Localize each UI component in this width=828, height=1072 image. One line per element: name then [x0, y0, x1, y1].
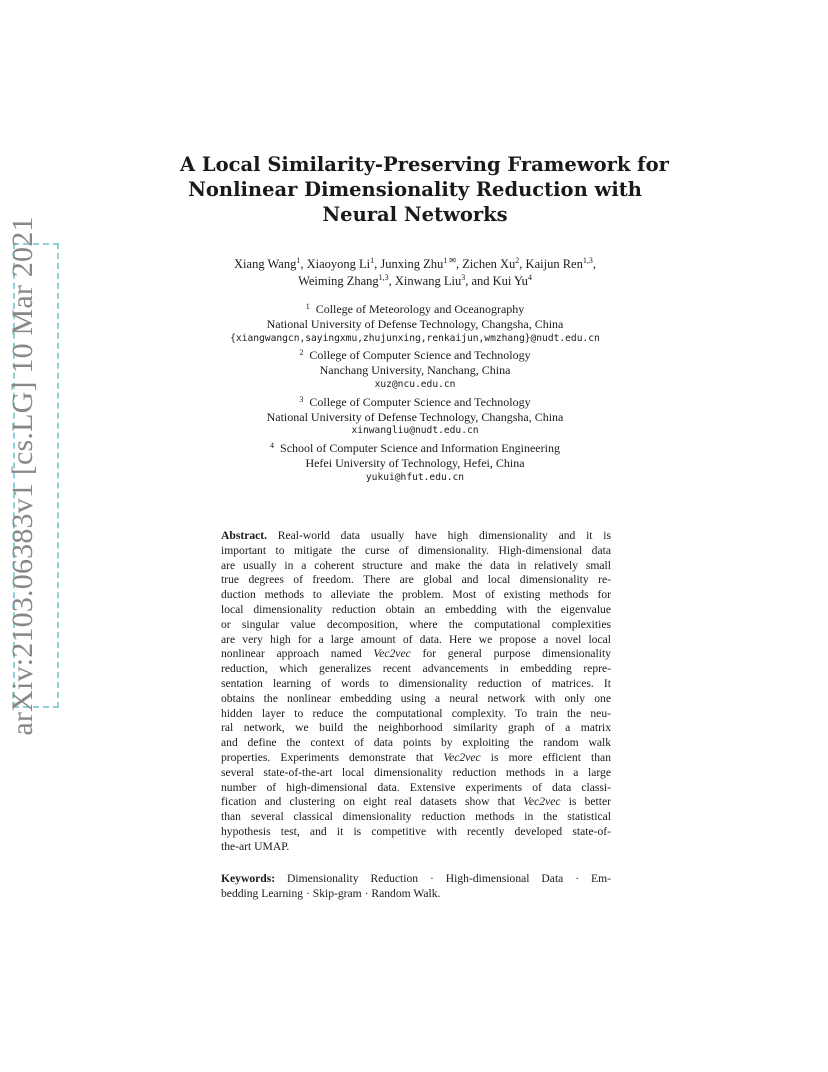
affiliation-number: 1 [305, 302, 310, 311]
arxiv-stamp: arXiv:2103.06383v1 [cs.LG] 10 Mar 2021 [6, 216, 39, 736]
title-line: A Local Similarity-Preserving Framework for [180, 153, 669, 176]
method-name: Vec2vec [523, 795, 561, 809]
abstract-line: hypothesis test, and it is competitive with recently developed state-of- [221, 824, 611, 838]
author-name: Weiming Zhang [298, 274, 379, 288]
author-name: , Zichen Xu [455, 257, 516, 271]
author-list [170, 256, 660, 290]
abstract-line: local dimensionality reduction obtain an embedding with the eigenvalue [221, 602, 611, 616]
author-name: , and Kui Yu [465, 274, 528, 288]
author-affiliation-mark: 1 ✉ [443, 256, 456, 265]
abstract-line: are very high for a large amount of data. Here we propose a novel local [221, 632, 611, 646]
keywords [221, 871, 611, 901]
affiliations [170, 300, 660, 486]
affiliation-line [170, 363, 660, 378]
affiliation-text: College of Computer Science and Technology [309, 394, 531, 409]
affiliation-number: 3 [299, 394, 304, 404]
affiliation-line [170, 300, 660, 317]
author-name: , Xinwang Liu [388, 274, 462, 288]
abstract-line: number of high-dimensional data. Extensive experiments of data classi- [221, 780, 611, 794]
abstract-line: Abstract. Real-world data usually have high dimensionality and it is [221, 529, 611, 542]
keywords-label: Keywords: [221, 872, 276, 885]
abstract-line: important to mitigate the curse of dimensionality. High-dimensional data [221, 543, 611, 557]
abstract-line: nonlinear approach named Vec2vec for general purpose dimensionality [221, 647, 611, 661]
abstract-line: true degrees of freedom. There are global and local dimensionality re- [221, 573, 611, 587]
affiliation-text: School of Computer Science and Information Engineering [280, 441, 560, 456]
affiliation-text: College of Computer Science and Technology [309, 348, 531, 363]
method-name: Vec2vec [373, 647, 411, 661]
paper-title [180, 152, 669, 227]
affiliation-number: 4 [270, 441, 275, 451]
abstract-line: properties. Experiments demonstrate that Vec2vec is more efficient than [221, 750, 611, 764]
method-name: Vec2vec [443, 750, 481, 764]
affiliation-text: Nanchang University, Nanchang, China [319, 363, 511, 378]
abstract-line: or singular value decomposition, where the computational complexities [221, 617, 611, 631]
affiliation-line [170, 317, 660, 332]
author-name: , Kaijun Ren [519, 257, 583, 271]
abstract-line: duction methods to alleviate the problem. Most of existing methods for [221, 588, 611, 602]
affiliation-line [170, 410, 660, 425]
affiliation-text: National University of Defense Technology, Changsha, China [266, 316, 564, 331]
author-name: , [592, 257, 596, 271]
abstract-line: the-art UMAP. [221, 839, 290, 853]
author-affiliation-mark: 1,3 [378, 273, 389, 282]
title-line: Nonlinear Dimensionality Reduction with [188, 178, 642, 201]
abstract-line: hidden layer to reduce the computational complexity. To train the neu- [221, 706, 611, 720]
keywords-line: bedding Learning · Skip-gram · Random Walk. [221, 887, 441, 900]
affiliation-email: {xiangwangcn,sayingxmu,zhujunxing,renkaijun,wmzhang}@nudt.edu.cn [230, 332, 600, 344]
abstract-line: than several classical dimensionality reduction methods in the statistical [221, 810, 611, 824]
author-name: Xiang Wang [234, 257, 297, 271]
author-name: , Xiaoyong Li [300, 257, 371, 271]
affiliation-line [170, 456, 660, 471]
title-line: Neural Networks [322, 203, 508, 226]
author-affiliation-mark: 1 [296, 256, 301, 265]
affiliation-line [170, 393, 660, 410]
affiliation-email: yukui@hfut.edu.cn [365, 471, 465, 483]
affiliation-number: 2 [299, 348, 304, 358]
author-affiliation-mark: 1,3 [582, 256, 593, 265]
affiliation-line [170, 346, 660, 363]
abstract-line: sentation learning of words to dimensionality reduction of matrices. It [221, 676, 611, 690]
abstract-line: fication and clustering on eight real datasets show that Vec2vec is better [221, 795, 611, 809]
affiliation-text: Hefei University of Technology, Hefei, China [305, 455, 525, 470]
abstract-label: Abstract. [221, 529, 268, 542]
affiliation-line [170, 439, 660, 456]
author-affiliation-mark: 1 [370, 256, 375, 265]
author-affiliation-mark: 3 [461, 273, 466, 282]
abstract-line: obtains the nonlinear embedding using a neural network with only one [221, 691, 611, 705]
author-line [170, 273, 660, 290]
affiliation-text: National University of Defense Technology, Changsha, China [266, 409, 564, 424]
abstract-line: are usually in a coherent structure and make the data in relatively small [221, 558, 611, 572]
author-line [170, 256, 660, 273]
author-name: , Junxing Zhu [374, 257, 444, 271]
keywords-line: Keywords: Dimensionality Reduction · High-dimensional Data · Em- [221, 872, 611, 885]
abstract-line: several state-of-the-art local dimensionality reduction methods in a large [221, 765, 611, 779]
affiliation-email: xuz@ncu.edu.cn [374, 378, 456, 390]
abstract-line: and define the context of data points by exploiting the random walk [221, 736, 611, 750]
abstract [221, 529, 611, 855]
affiliation-email: xinwangliu@nudt.edu.cn [351, 425, 479, 437]
affiliation-text: College of Meteorology and Oceanography [315, 302, 525, 316]
author-affiliation-mark: 2 [515, 256, 520, 265]
abstract-line: ral network, we build the neighborhood similarity graph of a matrix [221, 721, 611, 735]
abstract-line: reduction, which generalizes recent advancements in embedding repre- [221, 662, 611, 676]
author-affiliation-mark: 4 [527, 273, 532, 282]
